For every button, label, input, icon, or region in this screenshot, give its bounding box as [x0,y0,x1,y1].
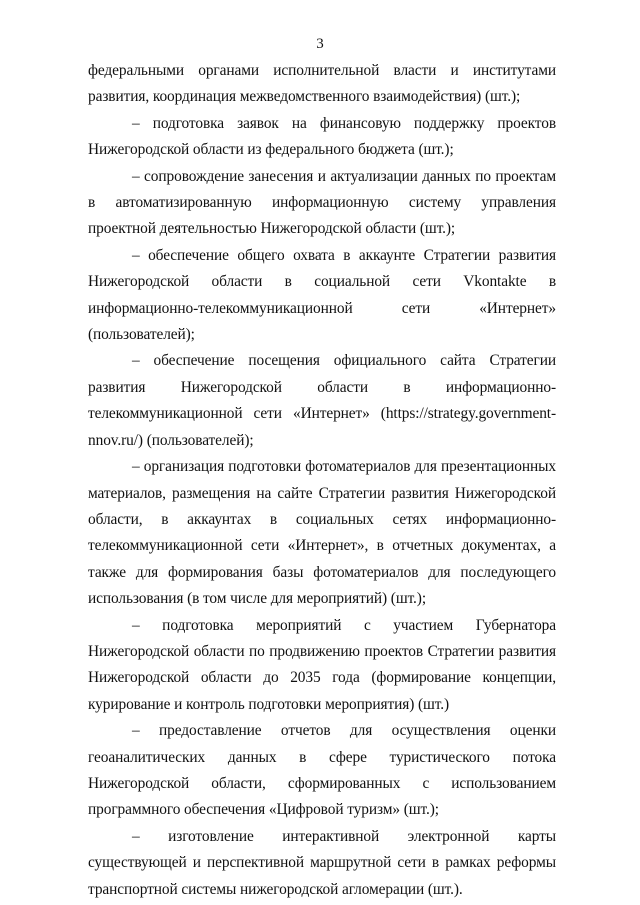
list-item-governor-events: – подготовка мероприятий с участием Губернатора Нижегородской области по продвижению проектов Стратегии развития Нижегородской области до 2035 года (формирование концепции, курирование и контроль подготовки мероприятия) (шт.) [88,616,556,713]
page-number: 3 [316,36,324,52]
list-item-vkontakte-reach: – обеспечение общего охвата в аккаунте Стратегии развития Нижегородской области в социальной сети Vkontakte в информационно-телекоммуникационной сети «Интернет» (пользователей); [88,246,556,344]
list-item-interactive-map: – изготовление интерактивной электронной карты существующей и перспективной маршрутной сети в рамках реформы транспортной системы нижегородской агломерации (шт.). [88,827,556,898]
list-item-photo-materials: – организация подготовки фотоматериалов для презентационных материалов, размещения на сайте Стратегии развития Нижегородской области, в аккаунтах в социальных сетях информационно-телекоммуникационной сети «Интернет», в отчетных документах, а также для формирования базы фотоматериалов для последующего использования (в том числе для мероприятий) (шт.); [88,458,556,608]
paragraph-continuation: федеральными органами исполнительной власти и институтами развития, координация межведомственного взаимодействия) (шт.); [88,62,556,106]
list-item-website-visits: – обеспечение посещения официального сайта Стратегии развития Нижегородской области в информационно-телекоммуникационной сети «Интернет» (https://strategy.government-nnov.ru/) (пользователей); [88,352,556,449]
document-body [88,58,556,903]
list-item-tourism-reports: – предоставление отчетов для осуществления оценки геоаналитических данных в сфере туристического потока Нижегородской области, сформированных с использованием программного обеспечения «Цифровой туризм» (шт.); [88,722,556,819]
list-item-funding-applications: – подготовка заявок на финансовую поддержку проектов Нижегородской области из федерального бюджета (шт.); [88,114,556,159]
list-item-project-data-entry: – сопровождение занесения и актуализации данных по проектам в автоматизированную информационную систему управления проектной деятельностью Нижегородской области (шт.); [88,167,556,238]
